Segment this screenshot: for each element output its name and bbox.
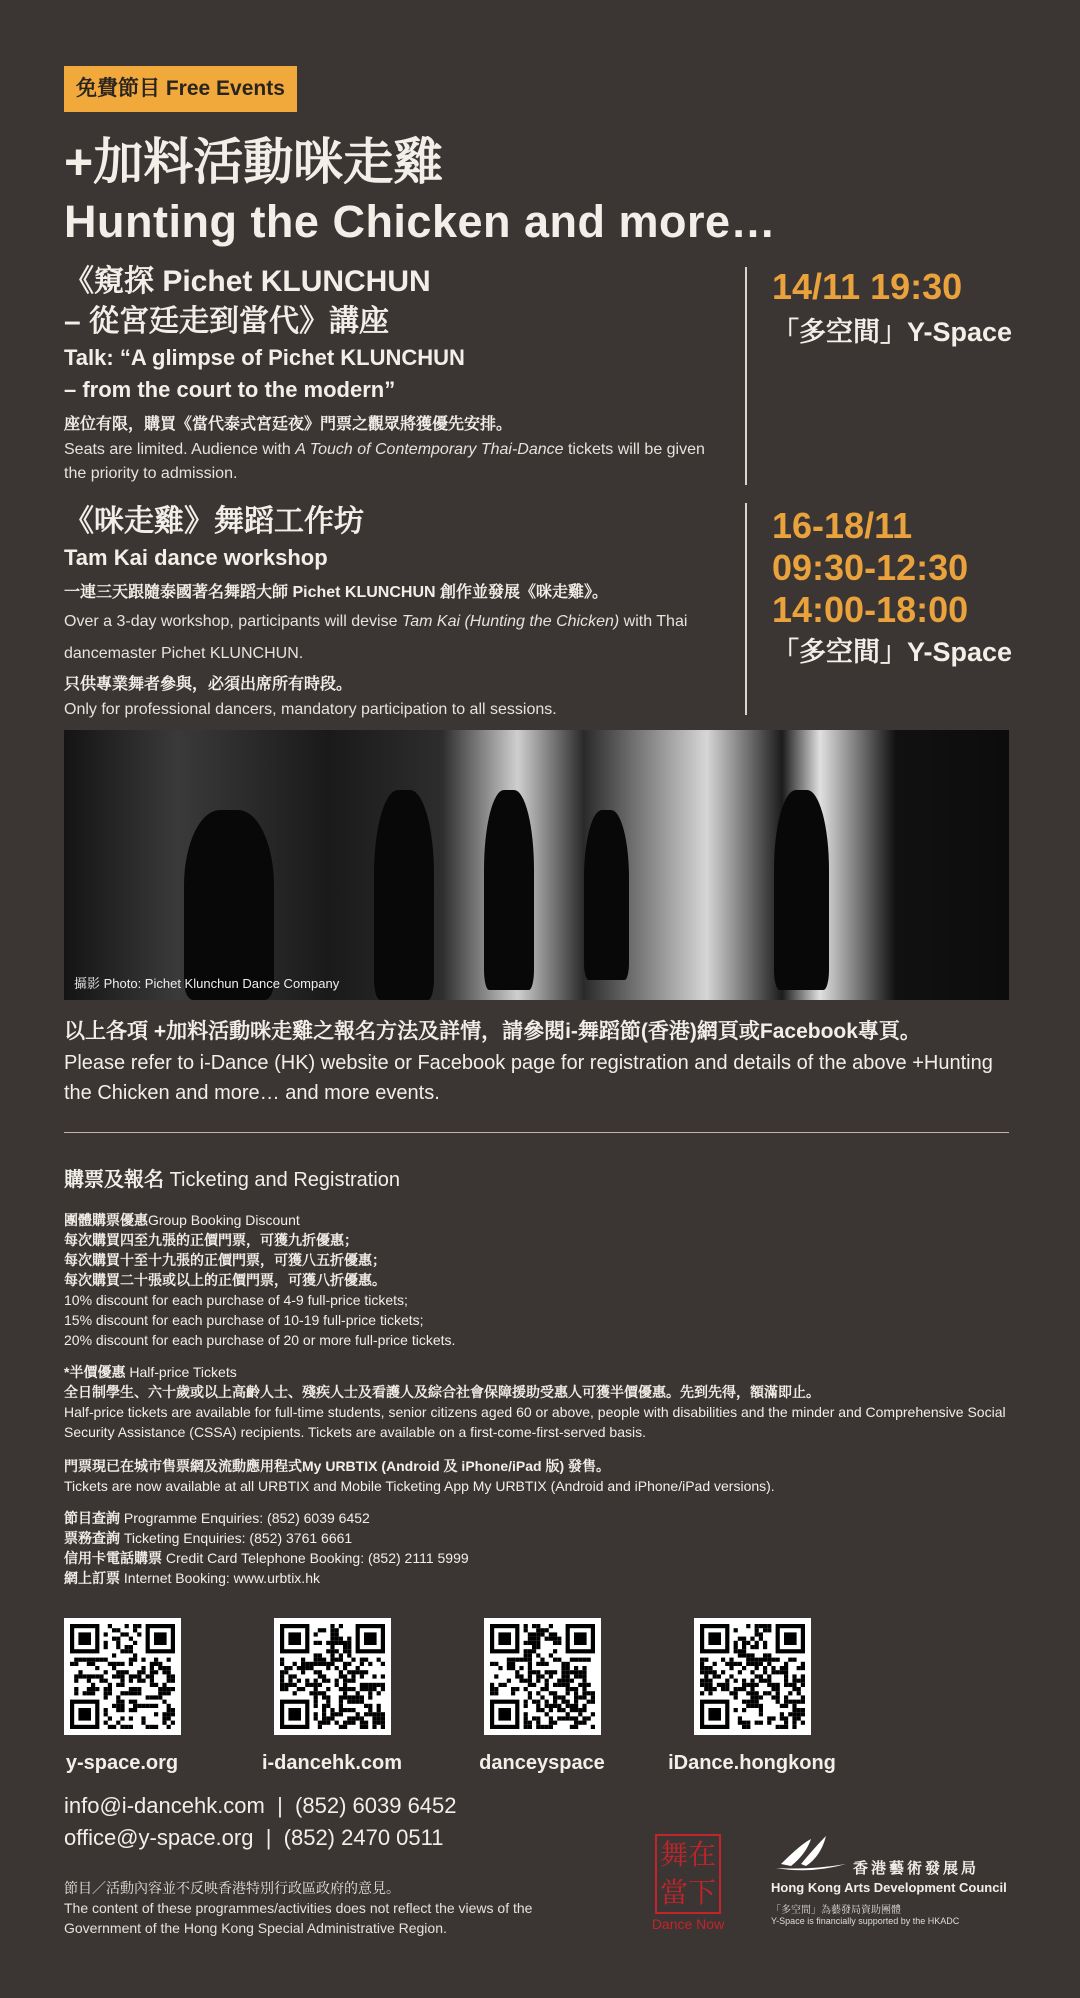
availability [64, 1456, 1024, 1496]
registration-note-cn: 以上各項 +加料活動咪走雞之報名方法及詳情，請參閱i-舞蹈節(香港)網頁或Facebook專頁。 [64, 1020, 921, 1043]
qr-label[interactable]: danceyspace [479, 1752, 605, 1774]
contact-email[interactable]: info@i-dancehk.com [64, 1793, 265, 1818]
hkadc-note-en: Y-Space is financially supported by the HKADC [771, 1916, 960, 1926]
enquiry-cn: 網上訂票 [64, 1570, 120, 1586]
hkadc-note-cn: 「多空間」為藝發局資助團體 [771, 1905, 901, 1916]
talk-title-cn-2: – 從宮廷走到當代》講座 [64, 305, 390, 338]
half-title-cn: *半價優惠 [64, 1364, 126, 1380]
workshop-title-cn: 《咪走雞》舞蹈工作坊 [64, 505, 364, 538]
talk-desc-en-1: Seats are limited. Audience with [64, 441, 296, 458]
ticketing-heading-en: Ticketing and Registration [169, 1169, 401, 1191]
qr-code-danceyspace[interactable] [484, 1618, 601, 1735]
group-title-en: Group Booking Discount [148, 1212, 300, 1228]
qr-code-y-space[interactable] [64, 1618, 181, 1735]
qr-code-i-dance[interactable] [274, 1618, 391, 1735]
divider [745, 503, 747, 715]
hkadc-cn: 香港藝術發展局 [853, 1860, 980, 1877]
group-en: 10% discount for each purchase of 4-9 full-price tickets; [64, 1292, 408, 1308]
group-title-cn: 團體購票優惠 [64, 1212, 148, 1228]
group-cn: 每次購買二十張或以上的正價門票，可獲八折優惠。 [64, 1272, 386, 1288]
avail-en: Tickets are now available at all URBTIX and Mobile Ticketing App My URBTIX (Android and iPhone/iPad versions). [64, 1478, 775, 1494]
event-workshop [64, 502, 724, 722]
seal-chars: 舞在當下 [655, 1834, 721, 1914]
group-booking [64, 1210, 1024, 1350]
half-price [64, 1362, 1024, 1442]
photo-credit: 攝影 Photo: Pichet Klunchun Dance Company [74, 976, 340, 991]
enquiry-cn: 節目查詢 [64, 1510, 120, 1526]
contact-phone: (852) 6039 6452 [295, 1793, 457, 1818]
qr-label[interactable]: y-space.org [65, 1752, 179, 1774]
hkadc-en: Hong Kong Arts Development Council [771, 1880, 1007, 1895]
talk-date: 14/11 19:30 [772, 266, 963, 307]
divider [64, 1132, 1009, 1133]
workshop-desc-en-3: Only for professional dancers, mandatory participation to all sessions. [64, 701, 557, 718]
disclaimer-cn: 節目／活動內容並不反映香港特別行政區政府的意見。 [64, 1880, 400, 1896]
enquiry-cn: 信用卡電話購票 [64, 1550, 162, 1566]
contact-row: info@i-dancehk.com | (852) 6039 6452 [64, 1793, 457, 1818]
contact-email[interactable]: office@y-space.org [64, 1825, 254, 1850]
talk-title-en-1: Talk: “A glimpse of Pichet KLUNCHUN [64, 345, 465, 370]
workshop-desc-cn: 一連三天跟隨泰國著名舞蹈大師 Pichet KLUNCHUN 創作並發展《咪走雞》。 [64, 584, 609, 601]
workshop-desc-en-1: Over a 3-day workshop, participants will devise [64, 613, 402, 630]
page-title-cn: +加料活動咪走雞 [64, 134, 444, 190]
workshop-time-2: 14:00-18:00 [772, 589, 969, 630]
hkadc-leaf-icon [771, 1834, 851, 1874]
enquiry-cn: 票務查詢 [64, 1530, 120, 1546]
talk-title-en-2: – from the court to the modern” [64, 377, 396, 402]
talk-venue: 「多空間」Y-Space [772, 317, 1013, 347]
disclaimer [64, 1878, 584, 1938]
talk-title-cn-1: 《窺探 Pichet KLUNCHUN [64, 265, 431, 298]
event-talk [64, 262, 724, 486]
group-cn: 每次購買四至九張的正價門票，可獲九折優惠； [64, 1232, 358, 1248]
divider [745, 267, 747, 485]
contact-phone: (852) 2470 0511 [283, 1825, 444, 1850]
talk-desc-cn: 座位有限，購買《當代泰式宮廷夜》門票之觀眾將獲優先安排。 [64, 416, 513, 433]
talk-desc-en-title: A Touch of Contemporary Thai-Dance [295, 441, 564, 458]
registration-note-en: Please refer to i-Dance (HK) website or Facebook page for registration and details of the above +Hunting the Chicken and more… and more events. [64, 1052, 993, 1104]
seal-text: Dance Now [651, 1916, 725, 1932]
workshop-desc-en-title: Tam Kai (Hunting the Chicken) [401, 613, 620, 630]
dance-now-seal-logo [643, 1834, 733, 1944]
half-cn: 全日制學生、六十歲或以上高齡人士、殘疾人士及看護人及綜合社會保障援助受惠人可獲半價優惠。先到先得，額滿即止。 [64, 1384, 820, 1400]
avail-cn: 門票現已在城市售票網及流動應用程式My URBTIX (Android 及 iPhone/iPad 版) 發售。 [64, 1458, 610, 1474]
qr-label[interactable]: i-dancehk.com [261, 1752, 403, 1774]
workshop-desc-en-2: with Thai dancemaster Pichet KLUNCHUN. [64, 613, 688, 662]
group-cn: 每次購買十至十九張的正價門票，可獲八五折優惠； [64, 1252, 386, 1268]
ticketing-heading-cn: 購票及報名 [64, 1169, 164, 1191]
talk-desc-en-2: tickets will be given the priority to admission. [64, 441, 705, 482]
qr-code-idance-hongkong[interactable] [694, 1618, 811, 1735]
talk-desc-en [64, 438, 724, 486]
contact-row: office@y-space.org | (852) 2470 0511 [64, 1825, 444, 1850]
workshop-title-en: Tam Kai dance workshop [64, 545, 328, 570]
workshop-date: 16-18/11 [772, 505, 913, 546]
enquiry-en: Credit Card Telephone Booking: (852) 2111 5999 [165, 1550, 469, 1566]
enquiry-en: Programme Enquiries: (852) 6039 6452 [123, 1510, 370, 1526]
qr-label[interactable]: iDance.hongkong [668, 1752, 836, 1774]
enquiry-en: Ticketing Enquiries: (852) 3761 6661 [123, 1530, 353, 1546]
group-en: 15% discount for each purchase of 10-19 full-price tickets; [64, 1312, 424, 1328]
free-events-badge: 免費節目 Free Events [64, 66, 297, 112]
page-title-en: Hunting the Chicken and more… [64, 196, 777, 247]
workshop-venue: 「多空間」Y-Space [772, 637, 1013, 667]
half-title-en: Half-price Tickets [129, 1364, 237, 1380]
half-en: Half-price tickets are available for full-time students, senior citizens aged 60 or above, people with disabilities and the minder and Comprehensive Social Security Assistance (CSSA) recipients. Tickets are available on a first-come-first-served basis. [64, 1404, 1006, 1440]
workshop-desc-en [64, 606, 724, 670]
enquiries [64, 1508, 1024, 1588]
enquiry-en: Internet Booking: www.urbtix.hk [123, 1570, 320, 1586]
workshop-time-1: 09:30-12:30 [772, 547, 969, 588]
workshop-desc-cn-2: 只供專業舞者參與，必須出席所有時段。 [64, 676, 353, 693]
ticketing-heading [64, 1166, 400, 1194]
disclaimer-en: The content of these programmes/activities does not reflect the views of the Government of the Hong Kong Special Administrative Region. [64, 1900, 533, 1936]
dance-workshop-photo [64, 730, 1009, 1000]
group-en: 20% discount for each purchase of 20 or more full-price tickets. [64, 1332, 456, 1348]
hkadc-logo [771, 1834, 1016, 1926]
